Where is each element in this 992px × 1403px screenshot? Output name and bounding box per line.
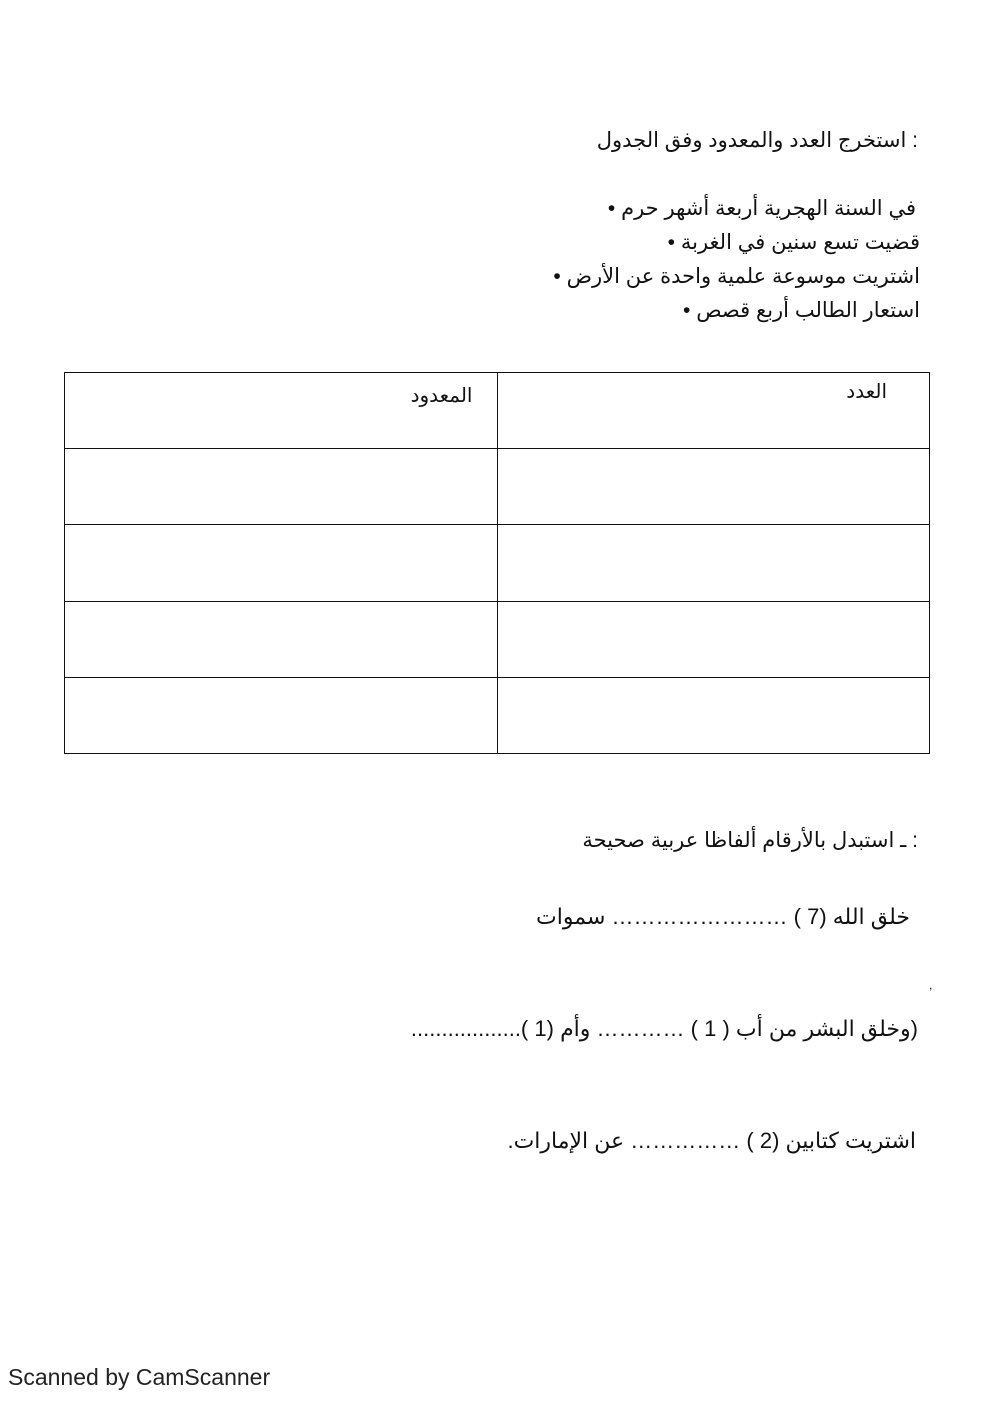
header-number-cell [497,373,930,449]
header-counted-cell [65,373,498,449]
answer-cell-counted[interactable] [65,525,498,601]
stray-mark: , [929,978,933,992]
answer-cell-counted[interactable] [65,677,498,753]
exercise1-sentence-1: في السنة الهجرية أربعة أشهر حرم • [607,197,916,220]
table-row [65,601,930,677]
answer-cell-number[interactable] [497,449,930,525]
exercise1-sentence-4: استعار الطالب أربع قصص • [683,299,920,322]
answer-cell-number[interactable] [497,677,930,753]
exercise2-sentence-2: (وخلق البشر من أب ( 1 ) ………… وأم (1 ).................. [410,1016,918,1041]
scanner-footer: Scanned by CamScanner [8,1364,271,1390]
answer-cell-number[interactable] [497,525,930,601]
answer-cell-counted[interactable] [65,449,498,525]
answer-cell-counted[interactable] [65,601,498,677]
exercise2-sentence-3: اشتريت كتابين (2 ) …………… عن الإمارات. [507,1128,916,1153]
exercise1-sentence-2: قضيت تسع سنين في الغربة • [667,231,920,254]
header-counted: المعدود [410,385,473,407]
answer-cell-number[interactable] [497,601,930,677]
exercise1-title: : استخرج العدد والمعدود وفق الجدول [596,129,918,152]
table-header-row [65,373,930,449]
exercise2-sentence-1: خلق الله (7 ) …………………… سموات [536,904,910,929]
answer-table [64,372,930,754]
exercise1-sentence-3: اشتريت موسوعة علمية واحدة عن الأرض • [553,265,920,288]
exercise2-title: : ـ استبدل بالأرقام ألفاظا عربية صحيحة [582,829,918,852]
table-row [65,449,930,525]
table-row [65,525,930,601]
table-row [65,677,930,753]
header-number: العدد [846,381,887,403]
